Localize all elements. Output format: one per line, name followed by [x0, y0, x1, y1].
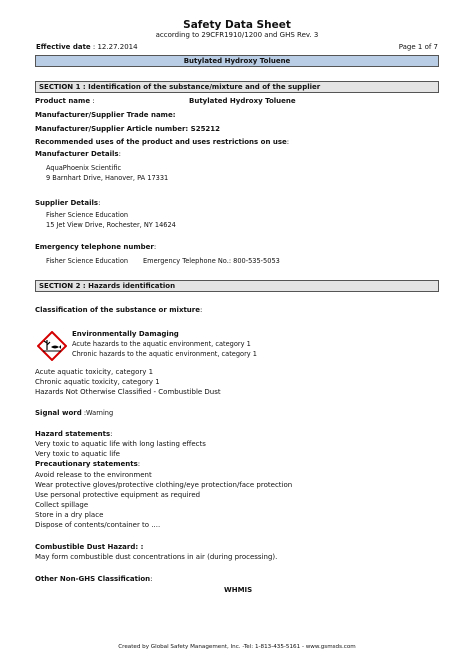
product-name-value: Butylated Hydroxy Toluene — [189, 97, 296, 105]
classification-line: Acute aquatic toxicity, category 1 — [35, 368, 154, 376]
supplier-address: 15 Jet View Drive, Rochester, NY 14624 — [46, 221, 176, 229]
supplier-details — [35, 199, 100, 207]
product-banner — [35, 55, 439, 67]
precautionary-statements-label: Precautionary statements — [35, 460, 138, 468]
manufacturer-details-colon: : — [118, 150, 121, 158]
emergency-telephone-colon: : — [153, 243, 157, 251]
product-name-label: Product name — [35, 97, 91, 105]
section-1-header-text: SECTION 1 : Identification of the substance/mixture and of the supplier — [39, 83, 321, 91]
hazard-statements-label: Hazard statements — [35, 430, 111, 438]
combustible-dust-label: Combustible Dust Hazard: : — [35, 543, 144, 551]
precautionary-statement: Avoid release to the environment — [35, 471, 152, 479]
other-classification-label: Other Non-GHS Classification — [35, 575, 151, 583]
recommended-uses — [35, 138, 289, 146]
hazard-statements-colon: : — [110, 430, 113, 438]
hazard-class-line: Chronic hazards to the aquatic environment, category 1 — [72, 350, 257, 358]
recommended-uses-colon: : — [286, 138, 290, 146]
product-name-colon: : — [90, 97, 95, 105]
hazard-class-title: Environmentally Damaging — [72, 330, 179, 338]
recommended-uses-label: Recommended uses of the product and uses restrictions on use — [35, 138, 287, 146]
hazard-statement: Very toxic to aquatic life — [35, 450, 120, 458]
precautionary-statement: Store in a dry place — [35, 511, 104, 519]
combustible-dust-text: May form combustible dust concentrations in air (during processing). — [35, 553, 278, 561]
manufacturer-details — [35, 150, 121, 158]
section-2-header — [35, 280, 439, 292]
classification-label: Classification of the substance or mixture — [35, 306, 200, 314]
supplier-name: Fisher Science Education — [46, 211, 129, 219]
supplier-details-colon: : — [98, 199, 101, 207]
hazard-statements — [35, 430, 113, 438]
hazard-statement: Very toxic to aquatic life with long lasting effects — [35, 440, 206, 448]
emergency-telephone-label: Emergency telephone number — [35, 243, 154, 251]
precautionary-statements-colon: : — [137, 460, 141, 468]
document-subtitle: according to 29CFR1910/1200 and GHS Rev. 3 — [155, 31, 319, 39]
manufacturer-address: 9 Barnhart Drive, Hanover, PA 17331 — [46, 174, 169, 182]
classification-line: Hazards Not Otherwise Classified - Combustible Dust — [35, 388, 221, 396]
manufacturer-details-label: Manufacturer Details — [35, 150, 119, 158]
page-number: Page 1 of 7 — [398, 43, 438, 51]
classification-colon: : — [200, 306, 203, 314]
section-2-header-text: SECTION 2 : Hazards identification — [39, 282, 176, 290]
precautionary-statement: Use personal protective equipment as required — [35, 491, 201, 499]
article-number: Manufacturer/Supplier Article number: S25212 — [35, 125, 221, 133]
precautionary-statement: Collect spillage — [35, 501, 89, 509]
precautionary-statements — [35, 460, 140, 468]
emergency-contact-name: Fisher Science Education — [46, 257, 129, 265]
environment-hazard-icon — [37, 331, 67, 361]
other-classification-colon: : — [150, 575, 153, 583]
effective-date-value: : 12.27.2014 — [90, 43, 138, 51]
other-classification — [35, 575, 153, 583]
page-footer: Created by Global Safety Management, Inc. -Tel: 1-813-435-5161 - www.gsmsds.com — [118, 644, 356, 650]
classification — [35, 306, 202, 314]
hazard-class-line: Acute hazards to the aquatic environment, category 1 — [72, 340, 251, 348]
section-1-header — [35, 81, 439, 93]
precautionary-statement: Wear protective gloves/protective clothing/eye protection/face protection — [35, 481, 293, 489]
precautionary-statement: Dispose of contents/container to .... — [35, 521, 161, 529]
emergency-telephone — [35, 243, 156, 251]
product-name-row — [35, 97, 95, 105]
emergency-phone-number: Emergency Telephone No.: 800-535-5053 — [143, 257, 280, 265]
effective-date — [36, 43, 138, 51]
signal-word — [35, 409, 113, 417]
effective-date-label: Effective date — [36, 43, 91, 51]
trade-name-label: Manufacturer/Supplier Trade name: — [35, 111, 176, 119]
classification-line: Chronic aquatic toxicity, category 1 — [35, 378, 160, 386]
signal-word-label: Signal word — [35, 409, 82, 417]
product-banner-text: Butylated Hydroxy Toluene — [183, 57, 291, 65]
signal-word-value: :Warning — [81, 409, 114, 417]
manufacturer-name: AquaPhoenix Scientific — [46, 164, 122, 172]
whmis-heading: WHMIS — [224, 586, 253, 594]
document-title: Safety Data Sheet — [183, 19, 291, 31]
supplier-details-label: Supplier Details — [35, 199, 99, 207]
